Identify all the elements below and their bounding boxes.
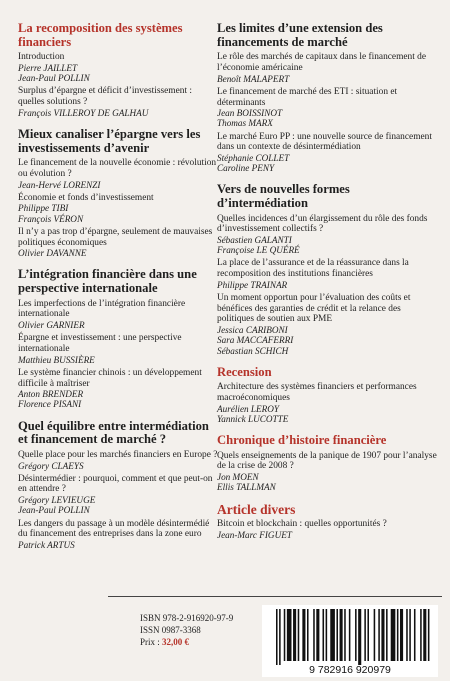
section	[217, 434, 439, 492]
barcode-digits: 9 782916 920979	[309, 664, 391, 676]
barcode-bar	[316, 609, 319, 661]
author-name: Florence PISANI	[18, 399, 82, 410]
barcode-bar	[330, 609, 335, 661]
article-title: Désintermédier : pourquoi, comment et que peut-on en attendre ?	[18, 473, 213, 495]
author-name: Caroline PENY	[217, 163, 275, 174]
price-label: Prix :	[140, 637, 163, 647]
article-title: Quelle place pour les marchés financiers en Europe ?	[18, 449, 218, 460]
article-title: Les imperfections de l’intégration financière internationale	[18, 298, 186, 320]
article-entry	[18, 333, 218, 365]
article-title: Un moment opportun pour l’évaluation des coûts et bénéfices des garanties de crédit et la relance des politiques de soutien aux PME	[217, 293, 411, 325]
author-name: Jean-Paul POLLIN	[18, 73, 90, 84]
author-name: Pierre JAILLET	[18, 62, 78, 73]
barcode-bar	[287, 609, 292, 661]
article-title: Introduction	[18, 52, 65, 63]
barcode	[262, 605, 438, 677]
barcode-bar	[355, 609, 357, 661]
article-title: Le système financier chinois : un développement difficile à maîtriser	[18, 367, 202, 389]
author-name: Olivier DAVANNE	[18, 248, 87, 259]
barcode-bar	[298, 609, 300, 661]
article-title: Le financement de la nouvelle économie : révolution ou évolution ?	[18, 158, 217, 179]
section-title: Mieux canaliser l’épargne vers les investissements d’avenir	[18, 126, 201, 155]
left-column	[18, 22, 218, 560]
article-entry	[18, 227, 218, 259]
section-title: Les limites d’une extension des financements de marché	[217, 21, 383, 49]
barcode-bar	[397, 609, 399, 661]
section	[18, 128, 218, 259]
footer-divider	[108, 596, 442, 597]
barcode-bar	[326, 609, 328, 661]
author-name: Olivier GARNIER	[18, 320, 85, 331]
section	[18, 22, 218, 118]
barcode-bar	[386, 609, 388, 661]
barcode-bar	[313, 609, 315, 661]
barcode-bar	[302, 609, 305, 661]
article-title: Les dangers du passage à un modèle désintermédié du financement des entreprises dans la zone euro	[18, 518, 210, 540]
barcode-bar	[323, 609, 325, 661]
right-column	[217, 22, 439, 550]
article-title: Surplus d’épargne et déficit d’investissement : quelles solutions ?	[18, 86, 193, 107]
article-entry	[18, 368, 218, 410]
author-name: Jean-Paul POLLIN	[18, 505, 90, 516]
section	[18, 268, 218, 409]
barcode-bar	[374, 609, 376, 661]
author-name: Anton BRENDER	[18, 389, 84, 400]
article-title: Quelles incidences d’un élargissement du rôle des fonds d’investissement collectifs ?	[217, 213, 428, 235]
article-entry	[18, 193, 218, 224]
barcode-bar	[344, 609, 346, 661]
article-entry	[18, 52, 218, 83]
author-name: Stéphanie COLLET	[217, 153, 290, 164]
article-title: La place de l’assurance et de la réassurance dans la recomposition des institutions financières	[217, 258, 409, 280]
article-title: Économie et fonds d’investissement	[18, 192, 154, 203]
article-entry	[18, 299, 218, 331]
article-title: Le marché Euro PP : une nouvelle source de financement dans un contexte de désintermédiation	[217, 131, 432, 153]
barcode-bar	[284, 609, 286, 661]
barcode-bar	[414, 609, 416, 661]
article-title: Le rôle des marchés de capitaux dans le financement de l’économie américaine	[217, 52, 427, 73]
barcode-graphic	[262, 605, 438, 677]
author-name: Grégory LEVIEUGE	[18, 495, 96, 506]
article-title: Bitcoin et blockchain : quelles opportunités ?	[217, 519, 387, 530]
author-name: François VÉRON	[18, 213, 84, 224]
barcode-bar	[409, 609, 411, 661]
author-name: Benoît MALAPERT	[217, 73, 290, 84]
section	[217, 22, 439, 173]
author-name: Jean BOISSINOT	[217, 108, 283, 119]
article-entry	[217, 132, 439, 174]
barcode-bar	[307, 609, 309, 661]
barcode-bar	[279, 609, 281, 665]
section	[217, 366, 439, 424]
article-entry	[217, 451, 439, 493]
author-name: Philippe TRAINAR	[217, 279, 288, 290]
author-name: Thomas MARX	[217, 118, 273, 129]
isbn-number: ISBN 978-2-916920-97-9	[140, 613, 234, 623]
article-title: Quels enseignements de la panique de 1907 pour l’analyse de la crise de 2008 ?	[217, 450, 437, 472]
article-entry	[217, 52, 439, 84]
barcode-bar	[420, 609, 422, 661]
section-title: Quel équilibre entre intermédiation et financement de marché ?	[18, 418, 209, 447]
article-entry	[217, 258, 439, 290]
article-title: Il n’y a pas trop d’épargne, seulement de mauvaises politiques économiques	[18, 226, 213, 248]
author-name: Matthieu BUSSIÈRE	[18, 354, 95, 365]
price-value: 32,00 €	[162, 637, 190, 647]
section	[217, 183, 439, 355]
article-title: Le financement de marché des ETI : situation et déterminants	[217, 86, 398, 108]
barcode-bar	[406, 609, 408, 661]
article-entry	[217, 519, 439, 540]
article-title: Architecture des systèmes financiers et performances macroéconomiques	[217, 382, 417, 404]
barcode-bar	[349, 609, 351, 661]
author-name: Patrick ARTUS	[18, 539, 75, 550]
article-title: Épargne et investissement : une perspective internationale	[18, 333, 182, 354]
author-name: Sébastian SCHICH	[217, 345, 289, 356]
article-entry	[217, 214, 439, 256]
barcode-bar	[423, 609, 426, 661]
barcode-bar	[367, 609, 369, 661]
section-title: Recension	[217, 364, 272, 379]
section	[217, 503, 439, 541]
author-name: Philippe TIBI	[18, 203, 69, 214]
article-entry	[18, 519, 218, 551]
article-entry	[18, 450, 218, 471]
article-entry	[217, 382, 439, 424]
section-title: Chronique d’histoire financière	[217, 433, 387, 448]
section-title: Vers de nouvelles formes d’intermédiation	[217, 182, 350, 211]
author-name: Jon MOEN	[217, 472, 259, 483]
article-entry	[18, 158, 218, 190]
article-entry	[217, 293, 439, 356]
author-name: François VILLEROY DE GALHAU	[18, 107, 149, 118]
barcode-bar	[391, 609, 396, 661]
author-name: Jessica CARIBONI	[217, 325, 288, 336]
section	[18, 420, 218, 551]
issn-number: ISSN 0987-3368	[140, 625, 201, 635]
article-entry	[217, 87, 439, 129]
barcode-bar	[340, 609, 343, 661]
barcode-bar	[381, 609, 384, 661]
author-name: Aurélien LEROY	[217, 403, 280, 414]
author-name: Sara MACCAFERRI	[217, 335, 294, 346]
barcode-bar	[276, 609, 278, 665]
publication-info	[140, 612, 233, 648]
section-title: Article divers	[217, 501, 296, 517]
barcode-bar	[428, 609, 430, 661]
section-title: La recomposition des systèmes financiers	[18, 21, 183, 49]
author-name: Françoise LE QUÉRÉ	[217, 245, 300, 256]
author-name: Ellis TALLMAN	[217, 482, 276, 493]
author-name: Grégory CLAEYS	[18, 460, 84, 471]
barcode-bar	[358, 609, 361, 665]
barcode-bar	[336, 609, 338, 661]
barcode-bar	[400, 609, 403, 661]
barcode-bar	[378, 609, 380, 661]
article-entry	[18, 474, 218, 516]
barcode-bar	[293, 609, 296, 661]
author-name: Jean-Marc FIGUET	[217, 529, 292, 540]
author-name: Jean-Hervé LORENZI	[18, 179, 101, 190]
author-name: Sébastien GALANTI	[217, 235, 292, 246]
section-title: L’intégration financière dans une perspective internationale	[18, 267, 197, 296]
price-line	[140, 636, 233, 648]
author-name: Yannick LUCOTTE	[217, 413, 289, 424]
article-entry	[18, 86, 218, 118]
barcode-bar	[364, 609, 366, 661]
